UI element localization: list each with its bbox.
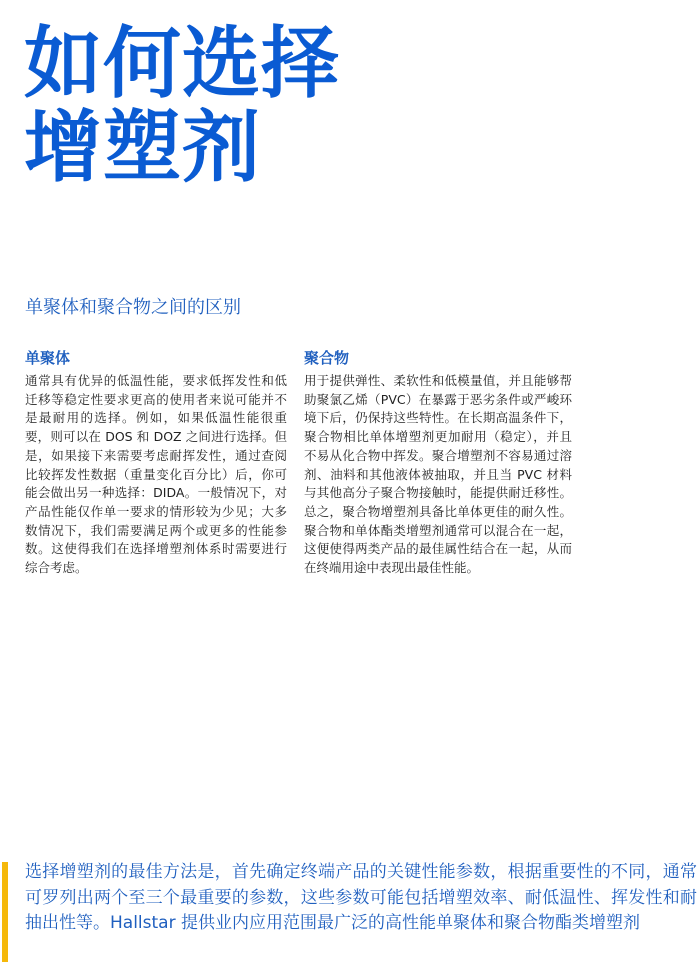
polymer-body: 用于提供弹性、柔软性和低模量值，并且能够帮助聚氯乙烯（PVC）在暴露于恶劣条件或严峻环境下后，仍保持这些特性。在长期高温条件下，聚合物相比单体增塑剂更加耐用（稳定），并且不易从化合物中挥发。聚合增塑剂不容易通过溶剂、油料和其他液体被抽取，并且当 PVC 材料与其他高分子聚合物接触时，能提供耐迁移性。总之，聚合物增塑剂具备比单体更佳的耐久性。聚合物和单体酯类增塑剂通常可以混合在一起，这便使得两类产品的最佳属性结合在一起，从而在终端用途中表现出最佳性能。: [304, 373, 572, 576]
page-title: [24, 19, 341, 193]
page-title-line-2: 增塑剂: [24, 103, 262, 193]
monomer-column: [25, 348, 287, 578]
monomer-heading: 单聚体: [25, 349, 71, 367]
polymer-column: [304, 348, 572, 578]
polymer-heading: 聚合物: [304, 349, 350, 367]
monomer-body: 通常具有优异的低温性能，要求低挥发性和低迁移等稳定性要求更高的使用者来说可能并不是最耐用的选择。例如，如果低温性能很重要，则可以在 DOS 和 DOZ 之间进行选择。但是，如果接下来需要考虑耐挥发性，通过查阅比较挥发性数据（重量变化百分比）后，你可能会做出另一种选择：DIDA。一般情况下，对产品性能仅作单一要求的情形较为少见；大多数情况下，我们需要满足两个或更多的性能参数。这使得我们在选择增塑剂体系时需要进行综合考虑。: [25, 373, 287, 576]
callout-box: [0, 860, 700, 965]
callout-accent-bar: [2, 862, 8, 962]
page-title-line-1: 如何选择: [24, 19, 341, 109]
section-subtitle: 单聚体和聚合物之间的区别: [25, 297, 241, 318]
callout-text: 选择增塑剂的最佳方法是，首先确定终端产品的关键性能参数，根据重要性的不同，通常可罗列出两个至三个最重要的参数，这些参数可能包括增塑效率、耐低温性、挥发性和耐抽出性等。Hallstar 提供业内应用范围最广泛的高性能单聚体和聚合物酯类增塑剂: [25, 862, 697, 933]
